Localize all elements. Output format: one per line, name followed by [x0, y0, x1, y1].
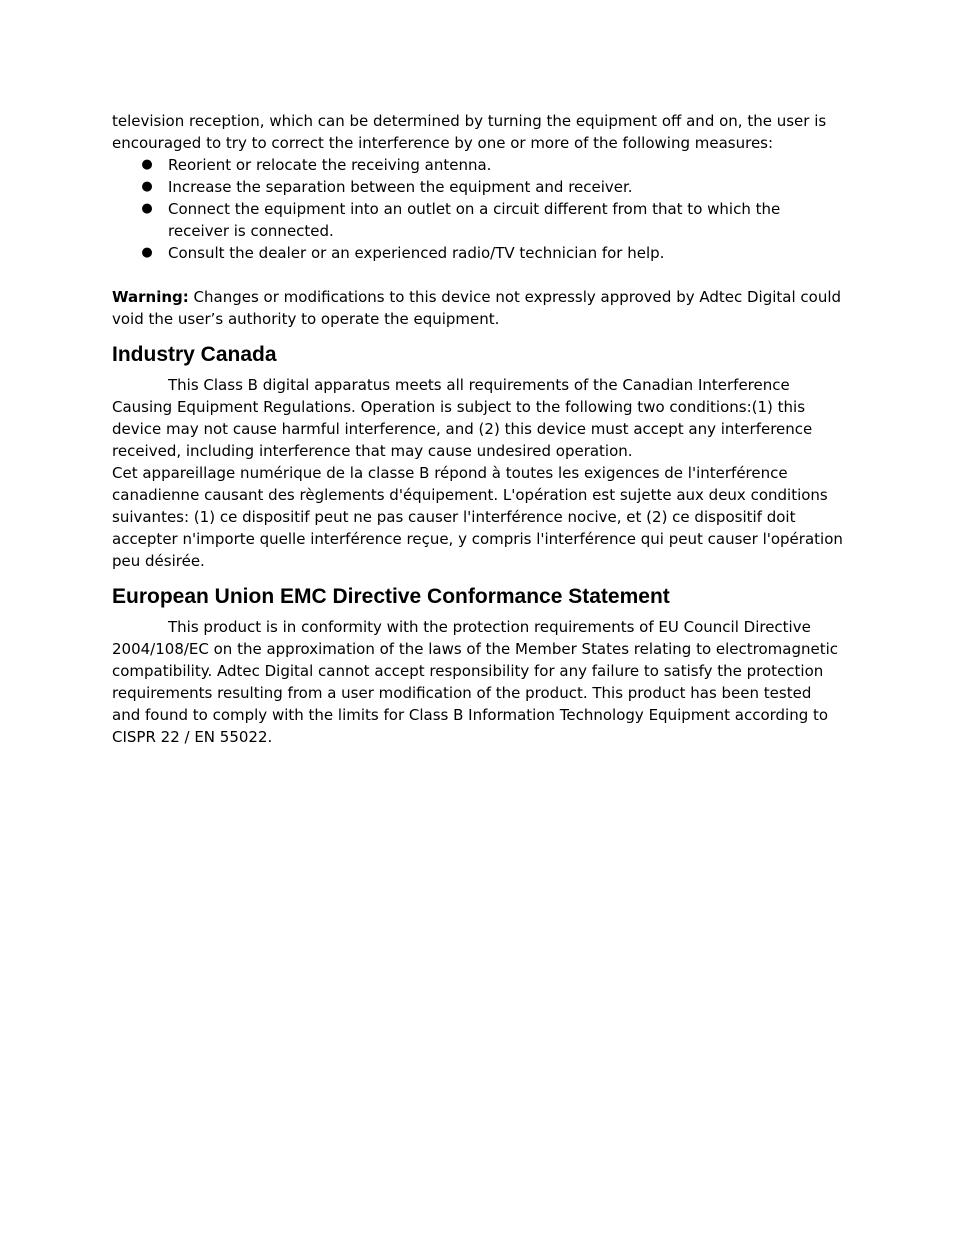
bullet-icon: ● [141, 201, 153, 216]
bullet-icon: ● [141, 157, 153, 172]
list-item [112, 242, 844, 264]
measure-text: Reorient or relocate the receiving antenna. [168, 156, 492, 174]
eu-emc-paragraph: This product is in conformity with the protection requirements of EU Council Directive 2004/108/EC on the approximation of the laws of the Member States relating to electromagnetic compatibility. Adtec Digital cannot accept responsibility for any failure to satisfy the protection requirements resulting from a user modification of the product. This product has been tested and found to comply with the limits for Class B Information Technology Equipment according to CISPR 22 / EN 55022. [112, 618, 839, 746]
warning-label: Warning: [112, 288, 189, 306]
list-item [112, 198, 844, 242]
list-item [112, 176, 844, 198]
list-item [112, 154, 844, 176]
bullet-icon: ● [141, 245, 153, 260]
warning-paragraph [112, 286, 844, 330]
measure-text: Consult the dealer or an experienced radio/TV technician for help. [168, 244, 665, 262]
bullet-icon: ● [141, 179, 153, 194]
industry-canada-french: Cet appareillage numérique de la classe B répond à toutes les exigences de l'interférence canadienne causant des règlements d'équipement. L'opération est sujette aux deux conditions suivantes: (1) ce dispositif peut ne pas causer l'interférence nocive, et (2) ce dispositif doit accepter n'importe quelle interférence reçue, y compris l'interférence qui peut causer l'opération peu désirée. [112, 464, 843, 570]
document-page [112, 110, 844, 748]
intro-paragraph: television reception, which can be determined by turning the equipment off and on, the user is encouraged to try to correct the interference by one or more of the following measures: [112, 112, 827, 152]
measures-list [112, 154, 844, 264]
spacer [112, 264, 844, 286]
measure-text: Increase the separation between the equipment and receiver. [168, 178, 633, 196]
industry-canada-heading: Industry Canada [112, 343, 277, 366]
measure-text: Connect the equipment into an outlet on a circuit different from that to which the receiver is connected. [168, 200, 781, 240]
industry-canada-english: This Class B digital apparatus meets all requirements of the Canadian Interference Causing Equipment Regulations. Operation is subject to the following two conditions:(1) this device may not cause harmful interference, and (2) this device must accept any interference received, including interference that may cause undesired operation. [112, 376, 813, 460]
eu-emc-heading: European Union EMC Directive Conformance Statement [112, 585, 670, 608]
warning-text: Changes or modifications to this device not expressly approved by Adtec Digital could void the user’s authority to operate the equipment. [112, 288, 842, 328]
